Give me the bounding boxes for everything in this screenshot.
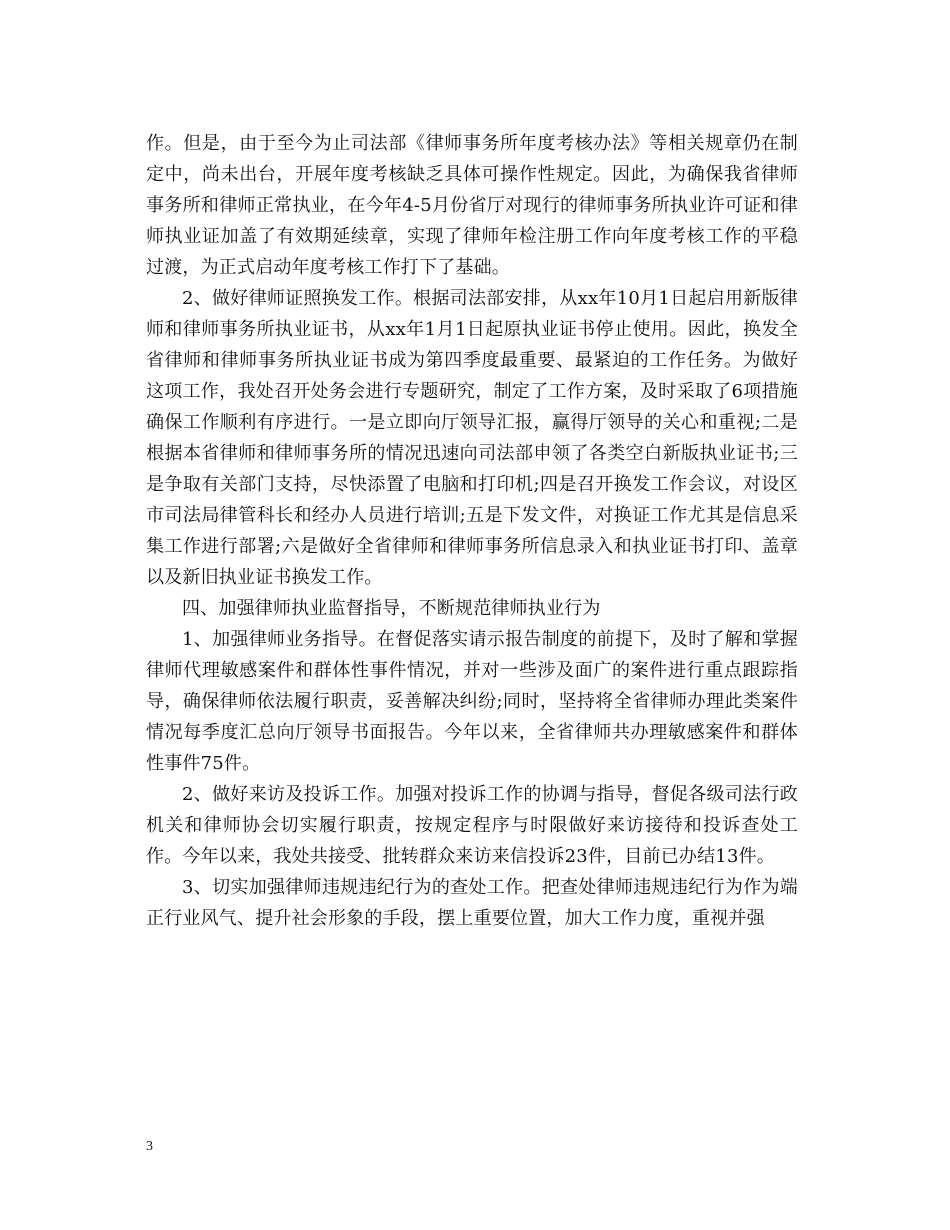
paragraph-license-renewal: 2、做好律师证照换发工作。根据司法部安排，从xx年10月1日起启用新版律师和律师事务所执业证书，从xx年1月1日起原执业证书停止使用。因此，换发全省律师和律师事务所执业证书成为第四季度最重要、最紧迫的工作任务。为做好这项工作，我处召开处务会进行专题研究，制定了工作方案，及时采取了6项措施确保工作顺利有序进行。一是立即向厅领导汇报，赢得厅领导的关心和重视;二是根据本省律师和律师事务所的情况迅速向司法部申领了各类空白新版执业证书;三是争取有关部门支持，尽快添置了电脑和打印机;四是召开换发工作会议，对设区市司法局律管科长和经办人员进行培训;五是下发文件，对换证工作尤其是信息采集工作进行部署;六是做好全省律师和律师事务所信息录入和执业证书打印、盖章以及新旧执业证书换发工作。 <box>146 288 798 588</box>
paragraph-complaints: 2、做好来访及投诉工作。加强对投诉工作的协调与指导，督促各级司法行政机关和律师协会切实履行职责，按规定程序与时限做好来访接待和投诉查处工作。今年以来，我处共接受、批转群众来访来信投诉23件，目前已办结13件。 <box>146 784 798 867</box>
document-body <box>146 128 798 934</box>
section-heading-supervision: 四、加强律师执业监督指导，不断规范律师执业行为 <box>182 598 601 619</box>
paragraph-violations: 3、切实加强律师违规违纪行为的查处工作。把查处律师违规违纪行为作为端正行业风气、提升社会形象的手段，摆上重要位置，加大工作力度，重视并强 <box>146 877 798 929</box>
page-number: 3 <box>146 1139 153 1154</box>
paragraph-business-guidance: 1、加强律师业务指导。在督促落实请示报告制度的前提下，及时了解和掌握律师代理敏感案件和群体性事件情况，并对一些涉及面广的案件进行重点跟踪指导，确保律师依法履行职责，妥善解决纠纷;同时，坚持将全省律师办理此类案件情况每季度汇总向厅领导书面报告。今年以来，全省律师共办理敏感案件和群体性事件75件。 <box>146 629 798 774</box>
paragraph-assessment-continuation: 作。但是，由于至今为止司法部《律师事务所年度考核办法》等相关规章仍在制定中，尚未出台，开展年度考核缺乏具体可操作性规定。因此，为确保我省律师事务所和律师正常执业，在今年4-5月份省厅对现行的律师事务所执业许可证和律师执业证加盖了有效期延续章，实现了律师年检注册工作向年度考核工作的平稳过渡，为正式启动年度考核工作打下了基础。 <box>146 133 798 278</box>
